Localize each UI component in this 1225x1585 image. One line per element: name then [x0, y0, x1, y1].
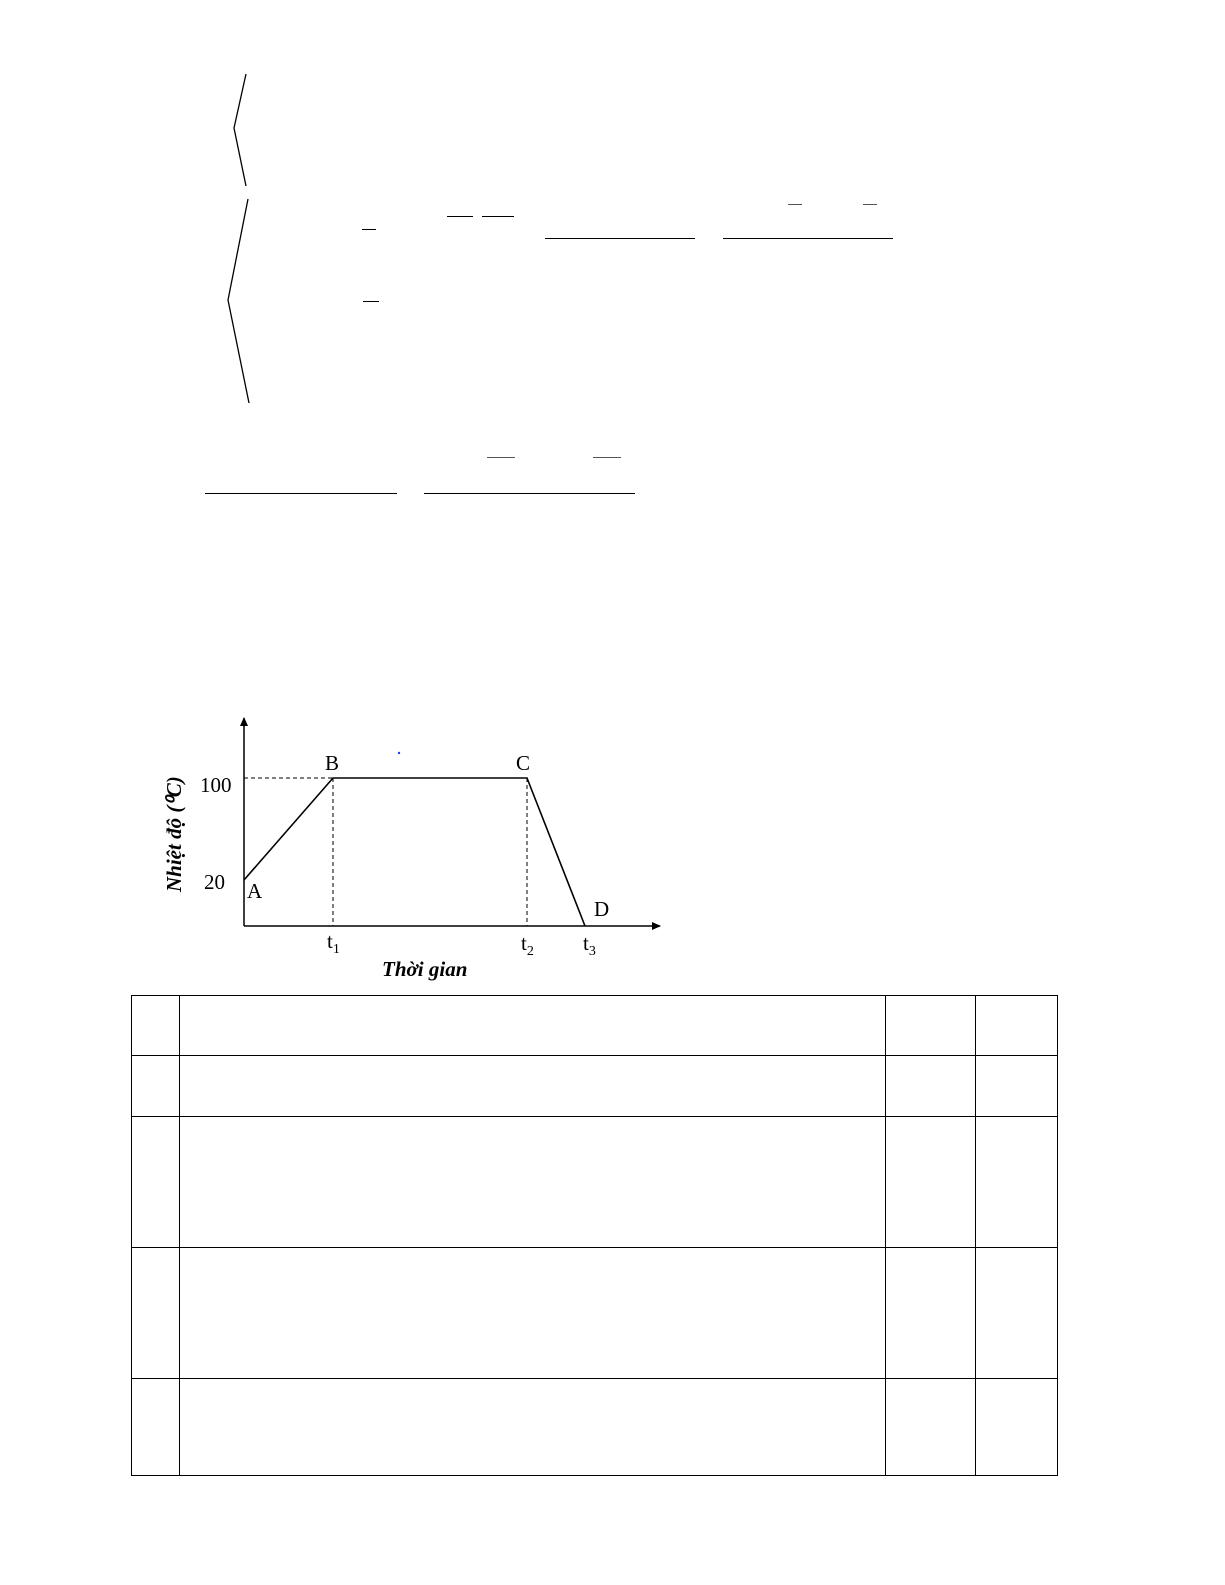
- equation-brackets: [0, 0, 1225, 520]
- fraction-bar: [482, 216, 514, 217]
- table-cell: [132, 1117, 180, 1248]
- brace-1: [234, 74, 246, 186]
- table-cell: [976, 1056, 1058, 1117]
- table-row: [132, 1248, 1058, 1379]
- point-label-d: D: [594, 897, 610, 921]
- table-cell: [976, 1379, 1058, 1476]
- point-label-c: C: [516, 751, 531, 775]
- table-cell: [886, 1056, 976, 1117]
- table-cell: [132, 1379, 180, 1476]
- y-tick-label: 20: [204, 870, 225, 894]
- stray-dot: [398, 752, 400, 754]
- fraction-bar: [788, 204, 802, 205]
- table-row: [132, 1117, 1058, 1248]
- table-cell: [976, 1248, 1058, 1379]
- table-cell: [180, 1117, 886, 1248]
- fraction-bar: [363, 301, 379, 302]
- table-cell: [132, 1248, 180, 1379]
- x-axis-label: Thời gian: [382, 957, 468, 981]
- table-cell: [976, 1117, 1058, 1248]
- answer-table: [131, 995, 1058, 1476]
- table-cell: [180, 1379, 886, 1476]
- table-cell: [886, 1379, 976, 1476]
- fraction-bar: [447, 216, 473, 217]
- table-row: [132, 996, 1058, 1056]
- table-row: [132, 1056, 1058, 1117]
- fraction-bar: [863, 204, 877, 205]
- fraction-bar: [545, 238, 695, 239]
- y-axis-label: Nhiệt độ (⁰C): [162, 776, 186, 892]
- table-cell: [180, 1056, 886, 1117]
- y-tick-label: 100: [200, 773, 232, 797]
- fraction-bar: [723, 238, 893, 239]
- fraction-bar: [424, 493, 635, 494]
- table-cell: [132, 1056, 180, 1117]
- point-label-b: B: [325, 751, 340, 775]
- x-tick-label: $t_3$: [583, 931, 596, 959]
- table-cell: [886, 1248, 976, 1379]
- table-cell: [180, 996, 886, 1056]
- table-cell: [180, 1248, 886, 1379]
- x-tick-label: $t_1$: [327, 929, 340, 957]
- fraction-bar: [205, 493, 397, 494]
- temperature-time-graph: [150, 700, 670, 985]
- brace-2: [228, 199, 249, 403]
- fraction-bar: [593, 457, 621, 458]
- table-cell: [132, 996, 180, 1056]
- table-cell: [976, 996, 1058, 1056]
- fraction-bar: [362, 229, 376, 230]
- table-cell: [886, 996, 976, 1056]
- table-cell: [886, 1117, 976, 1248]
- temperature-line: [244, 778, 585, 926]
- fraction-bar: [487, 457, 515, 458]
- point-label-a: A: [247, 879, 263, 903]
- x-tick-label: $t_2$: [521, 931, 534, 959]
- table-row: [132, 1379, 1058, 1476]
